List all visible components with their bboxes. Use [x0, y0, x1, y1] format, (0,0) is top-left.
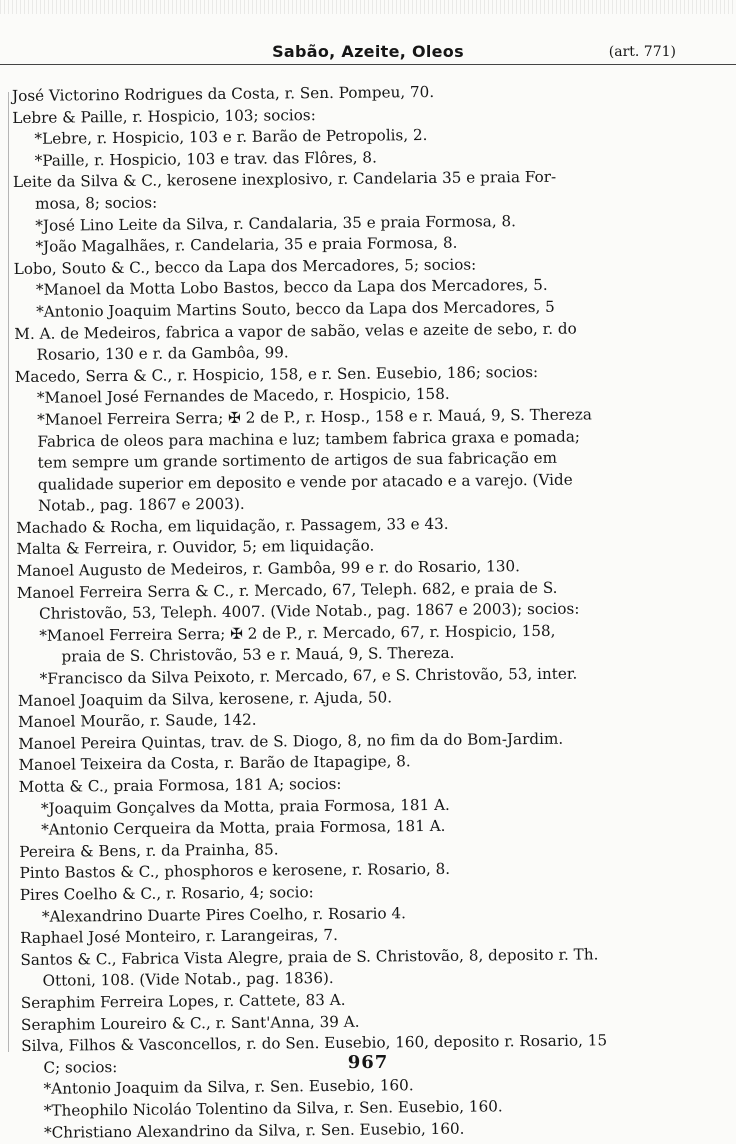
listing-line: Rosario, 130 e r. da Gambôa, 99.	[36, 343, 289, 364]
header-rule	[0, 64, 736, 65]
listing-line: Pinto Bastos & C., phosphoros e kerosene, r. Rosario, 8.	[19, 860, 451, 883]
listing-line: *Theophilo Nicoláo Tolentino da Silva, r. Sen. Eusebio, 160.	[43, 1097, 503, 1120]
listing-line: *Joaquim Gonçalves da Motta, praia Formosa, 181 A.	[40, 795, 450, 818]
listing-line: mosa, 8; socios:	[35, 193, 158, 213]
listing-line: *Antonio Joaquim da Silva, r. Sen. Eusebio, 160.	[43, 1076, 414, 1099]
listing-line: *Lebre, r. Hospicio, 103 e r. Barão de Petropolis, 2.	[34, 126, 428, 148]
listing-line: M. A. de Medeiros, fabrica a vapor de sabão, velas e azeite de sebo, r. do	[14, 319, 577, 343]
listing-line: Motta & C., praia Formosa, 181 A; socios:	[18, 774, 342, 796]
listing-line: Silva, Filhos & Vasconcellos, r. do Sen. Eusebio, 160, deposito r. Rosario, 15	[21, 1031, 608, 1056]
listing-line: *Manoel da Motta Lobo Bastos, becco da Lapa dos Mercadores, 5.	[35, 276, 548, 300]
listing-line: Machado & Rocha, em liquidação, r. Passagem, 33 e 43.	[16, 514, 449, 537]
listing-line: Lebre & Paille, r. Hospicio, 103; socios:	[12, 105, 316, 127]
listing-line: praia de S. Christovão, 53 e r. Mauá, 9, S. Thereza.	[61, 644, 455, 666]
listing-line: Raphael José Monteiro, r. Larangeiras, 7.	[20, 926, 338, 948]
listing-line: Seraphim Loureiro & C., r. Sant'Anna, 39 A.	[20, 1012, 360, 1034]
listing-line: qualidade superior em deposito e vende por atacado e a varejo. (Vide	[37, 470, 573, 494]
listing-line: Lobo, Souto & C., becco da Lapa dos Mercadores, 5; socios:	[13, 255, 477, 278]
listing-line: *João Magalhães, r. Candelaria, 35 e praia Formosa, 8.	[35, 233, 458, 256]
listing-line: *Christiano Alexandrino da Silva, r. Sen. Eusebio, 160.	[43, 1119, 465, 1142]
listing-line: *Manoel Ferreira Serra; ✠ 2 de P., r. Mercado, 67, r. Hospicio, 158,	[39, 621, 556, 645]
listing-line: *Antonio Joaquim Martins Souto, becco da Lapa dos Mercadores, 5	[36, 297, 555, 321]
listing-line: Fabrica de oleos para machina e luz; tambem fabrica graxa e pomada;	[37, 427, 581, 451]
listing-line: *José Lino Leite da Silva, r. Candalaria, 35 e praia Formosa, 8.	[35, 211, 517, 235]
scan-noise-band	[0, 0, 736, 14]
directory-listing	[12, 80, 694, 1144]
listing-line: *Antonio Cerqueira da Motta, praia Formosa, 181 A.	[41, 817, 446, 839]
listing-line: Pereira & Bens, r. da Prainha, 85.	[19, 840, 279, 861]
listing-line: Ottoni, 108. (Vide Notab., pag. 1836).	[42, 969, 334, 991]
listing-line: Santos & C., Fabrica Vista Alegre, praia de S. Christovão, 8, deposito r. Th.	[20, 945, 599, 969]
listing-line: C; socios:	[43, 1057, 118, 1077]
listing-line: Manoel Mourão, r. Saude, 142.	[18, 710, 257, 732]
listing-line: *Alexandrino Duarte Pires Coelho, r. Rosario 4.	[41, 903, 407, 926]
listing-line: tem sempre um grande sortimento de artigos de sua fabricação em	[37, 448, 558, 472]
listing-line: Christovão, 53, Teleph. 4007. (Vide Notab., pag. 1867 e 2003); socios:	[38, 599, 580, 624]
listing-line: Seraphim Ferreira Lopes, r. Cattete, 83 A.	[20, 990, 346, 1012]
listing-line: Pires Coelho & C., r. Rosario, 4; socio:	[19, 883, 314, 904]
listing-line: Notab., pag. 1867 e 2003).	[37, 495, 245, 516]
article-reference: (art. 771)	[608, 44, 676, 60]
page-header	[0, 40, 736, 66]
listing-line: Leite da Silva & C., kerosene inexplosivo, r. Candelaria 35 e praia For-	[12, 168, 557, 192]
listing-line: Macedo, Serra & C., r. Hospicio, 158, e r. Sen. Eusebio, 186; socios:	[14, 362, 539, 386]
running-title: Sabão, Azeite, Oleos	[272, 42, 464, 61]
listing-line: Malta & Ferreira, r. Ouvidor, 5; em liquidação.	[16, 537, 375, 559]
listing-line: José Victorino Rodrigues da Costa, r. Sen. Pompeu, 70.	[12, 82, 435, 105]
listing-line: Manoel Augusto de Medeiros, r. Gambôa, 99 e r. do Rosario, 130.	[16, 557, 521, 581]
listing-line: *Francisco da Silva Peixoto, r. Mercado, 67, e S. Christovão, 53, inter.	[39, 664, 578, 688]
page-number: 967	[347, 1052, 389, 1073]
listing-line: *Manoel Ferreira Serra; ✠ 2 de P., r. Hosp., 158 e r. Mauá, 9, S. Thereza	[37, 405, 593, 429]
listing-line: *Paille, r. Hospicio, 103 e trav. das Flôres, 8.	[34, 148, 377, 170]
margin-rule	[8, 92, 9, 1052]
listing-line: Manoel Ferreira Serra & C., r. Mercado, 67, Teleph. 682, e praia de S.	[16, 578, 558, 602]
listing-line: Manoel Joaquim da Silva, kerosene, r. Ajuda, 50.	[17, 688, 393, 710]
listing-line: Manoel Pereira Quintas, trav. de S. Diogo, 8, no fim da do Bom-Jardim.	[18, 729, 564, 753]
listing-line: Manoel Teixeira da Costa, r. Barão de Itapagipe, 8.	[18, 752, 411, 775]
listing-line: *Manoel José Fernandes de Macedo, r. Hospicio, 158.	[36, 385, 450, 408]
